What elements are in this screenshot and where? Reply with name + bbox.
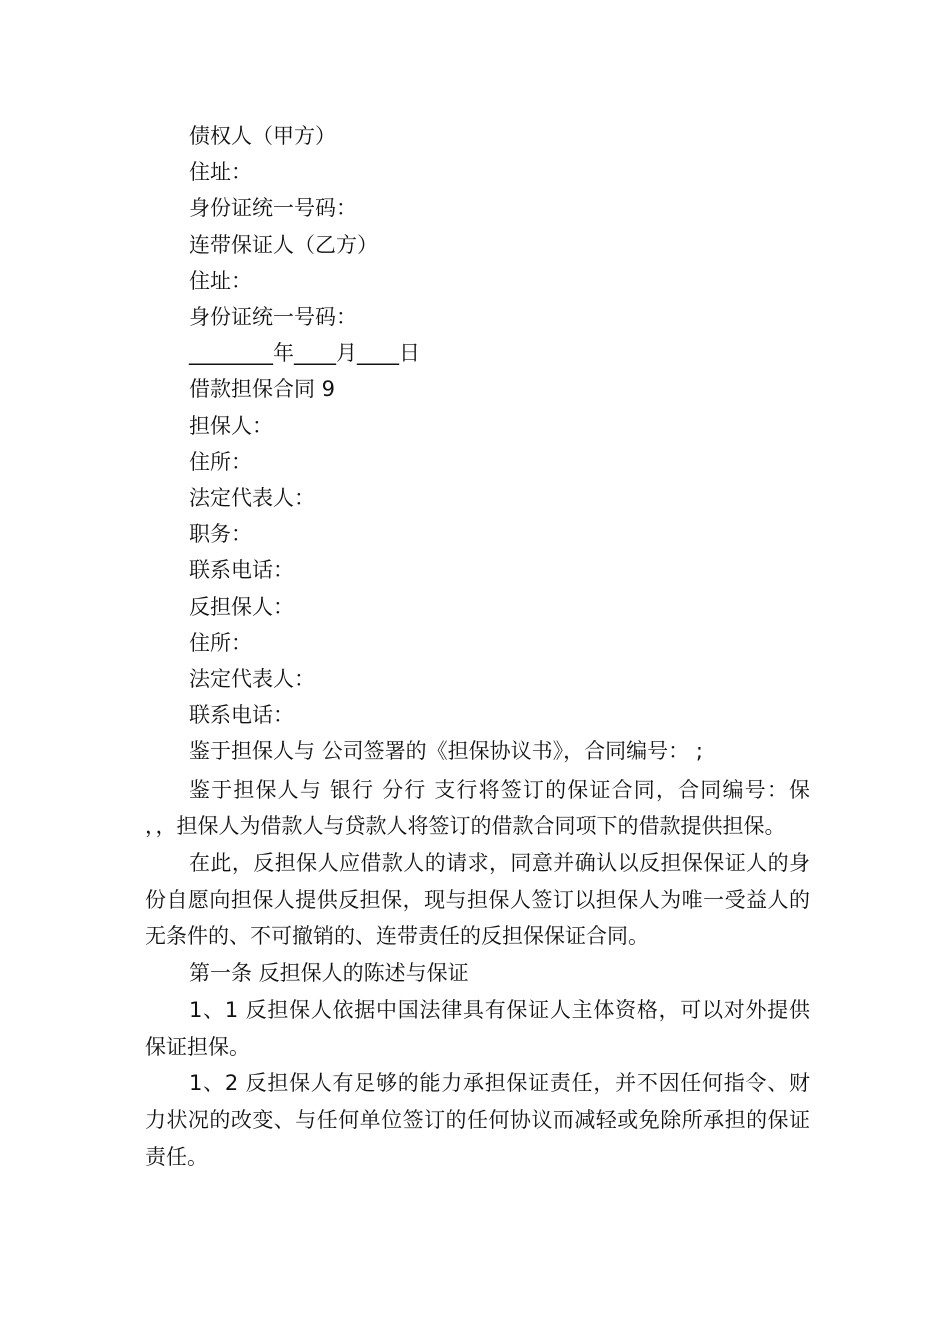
- document-body: [145, 118, 810, 1175]
- guarantor-address-label: 住址：: [189, 268, 252, 293]
- clause-1-1: 1、1 反担保人依据中国法律具有保证人主体资格，可以对外提供保证担保。: [145, 997, 810, 1059]
- guarantee-phone-label: 联系电话：: [189, 558, 294, 583]
- guarantee-residence-label: 住所：: [189, 449, 252, 474]
- counter-residence-label: 住所：: [189, 630, 252, 655]
- article-one-heading: 第一条 反担保人的陈述与保证: [189, 961, 469, 986]
- creditor-address-label: 住址：: [189, 160, 252, 185]
- clause-1-2: 1、2 反担保人有足够的能力承担保证责任，并不因任何指令、财力状况的改变、与任何单位签订的任何协议而减轻或免除所承担的保证责任。: [145, 1071, 810, 1169]
- guarantor-id-label: 身份证统一号码：: [189, 305, 357, 330]
- counter-phone-label: 联系电话：: [189, 703, 294, 728]
- guarantee-party-label: 担保人：: [189, 413, 273, 438]
- consent-paragraph: 在此，反担保人应借款人的请求，同意并确认以反担保保证人的身份自愿向担保人提供反担保，现与担保人签订以担保人为唯一受益人的无条件的、不可撤销的、连带责任的反担保保证合同。: [145, 851, 810, 949]
- guarantee-position-label: 职务：: [189, 522, 252, 547]
- guarantee-legal-rep-label: 法定代表人：: [189, 486, 315, 511]
- creditor-heading: 债权人（甲方）: [189, 124, 336, 148]
- contract-title: 借款担保合同 9: [189, 377, 336, 402]
- date-line: ________年____月____日: [189, 341, 420, 366]
- counter-guarantor-label: 反担保人：: [189, 594, 294, 619]
- counter-legal-rep-label: 法定代表人：: [189, 667, 315, 692]
- recital-paragraph: 鉴于担保人与 银行 分行 支行将签订的保证合同，合同编号：保 ，，担保人为借款人与贷款人将签订的借款合同项下的借款提供担保。: [145, 777, 810, 839]
- creditor-id-label: 身份证统一号码：: [189, 196, 357, 221]
- guarantor-heading: 连带保证人（乙方）: [189, 232, 378, 257]
- recital-agreement-line: 鉴于担保人与 公司签署的《担保协议书》，合同编号： ;: [189, 739, 703, 764]
